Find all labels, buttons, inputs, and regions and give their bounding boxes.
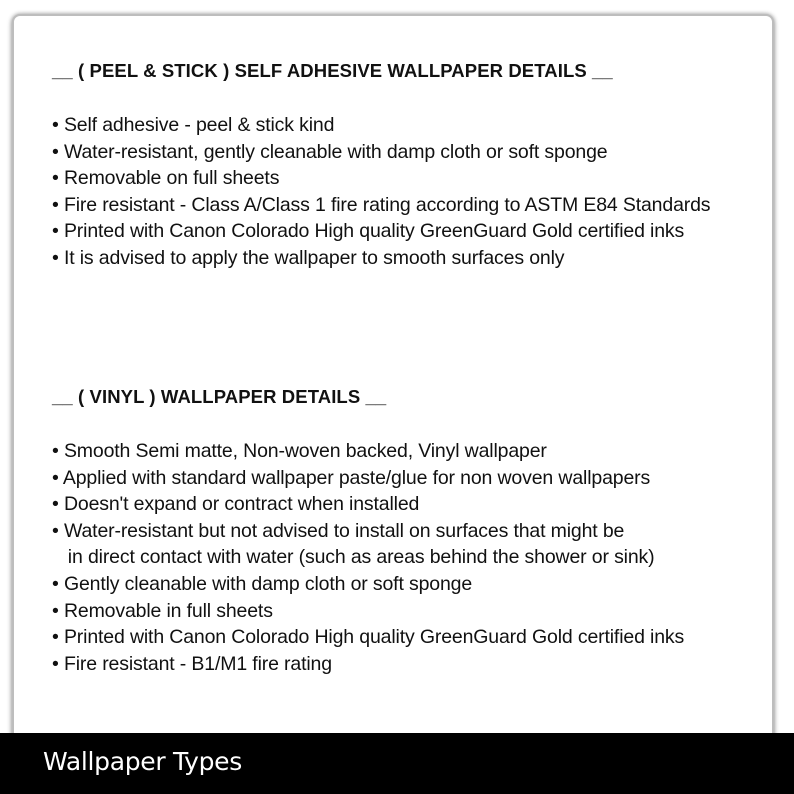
- details-card: [12, 14, 774, 774]
- list-item: • Removable on full sheets: [52, 167, 280, 190]
- list-item: • Removable in full sheets: [52, 599, 273, 622]
- list-item: • Applied with standard wallpaper paste/glue for non woven wallpapers: [52, 466, 651, 489]
- list-item: • It is advised to apply the wallpaper to smooth surfaces only: [52, 246, 565, 269]
- list-item: • Fire resistant - Class A/Class 1 fire rating according to ASTM E84 Standards: [52, 193, 711, 216]
- list-item: • Water-resistant, gently cleanable with damp cloth or soft sponge: [52, 140, 608, 163]
- peel-stick-section: [52, 60, 762, 272]
- list-item: • Printed with Canon Colorado High quality GreenGuard Gold certified inks: [52, 220, 685, 243]
- list-item: • Doesn't expand or contract when installed: [52, 493, 420, 516]
- peel-stick-heading: __ ( PEEL & STICK ) SELF ADHESIVE WALLPAPER DETAILS __: [52, 60, 613, 81]
- list-item: • Smooth Semi matte, Non-woven backed, Vinyl wallpaper: [52, 440, 547, 462]
- footer-title: Wallpaper Types: [43, 747, 242, 776]
- peel-stick-list: [52, 112, 762, 272]
- vinyl-heading: __ ( VINYL ) WALLPAPER DETAILS __: [52, 386, 387, 407]
- list-item: • Self adhesive - peel & stick kind: [52, 114, 335, 136]
- vinyl-list: [52, 438, 762, 677]
- list-item: • Gently cleanable with damp cloth or soft sponge: [52, 572, 473, 595]
- list-item: • Water-resistant but not advised to install on surfaces that might be: [52, 519, 625, 542]
- list-item: in direct contact with water (such as areas behind the shower or sink): [52, 546, 655, 569]
- list-item: • Fire resistant - B1/M1 fire rating: [52, 652, 332, 675]
- list-item: • Printed with Canon Colorado High quality GreenGuard Gold certified inks: [52, 626, 685, 649]
- footer-bar: [0, 733, 794, 794]
- vinyl-section: [52, 386, 762, 677]
